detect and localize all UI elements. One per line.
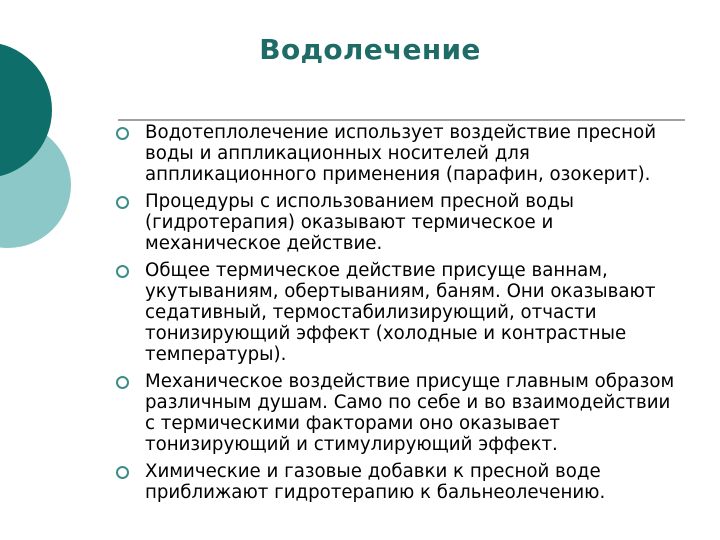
bullet-circle-icon [116,376,129,389]
title-divider [118,119,685,121]
bullet-text: Водотеплолечение использует воздействие пресной воды и аппликационных носителей для аппликационного применения (парафин, озокерит). [145,122,657,185]
bullet-item [116,461,686,503]
bullet-text: Общее термическое действие присуще ваннам, укутываниям, обертываниям, баням. Они оказывают седативный, термостабилизирующий, отчасти тонизирующий эффект (холодные и контрастные температуры). [145,260,656,365]
decorative-circles [0,0,110,300]
bullet-text: Процедуры с использованием пресной воды (гидротерапия) оказывают термическое и механическое действие. [145,191,574,254]
bullet-item [116,260,686,365]
bullet-item [116,122,686,185]
bullet-text: Механическое воздействие присуще главным образом различным душам. Само по себе и во взаимодействии с термическими факторами оно оказывает тонизирующий и стимулирующий эффект. [145,371,675,455]
slide-title: Водолечение [259,33,481,66]
bullet-circle-icon [116,466,129,479]
bullet-item [116,371,686,455]
bullet-circle-icon [116,127,129,140]
bullet-list [116,122,686,509]
bullet-circle-icon [116,265,129,278]
bullet-item [116,191,686,254]
bullet-text: Химические и газовые добавки к пресной воде приближают гидротерапию к бальнеолечению. [145,461,606,503]
bullet-circle-icon [116,196,129,209]
